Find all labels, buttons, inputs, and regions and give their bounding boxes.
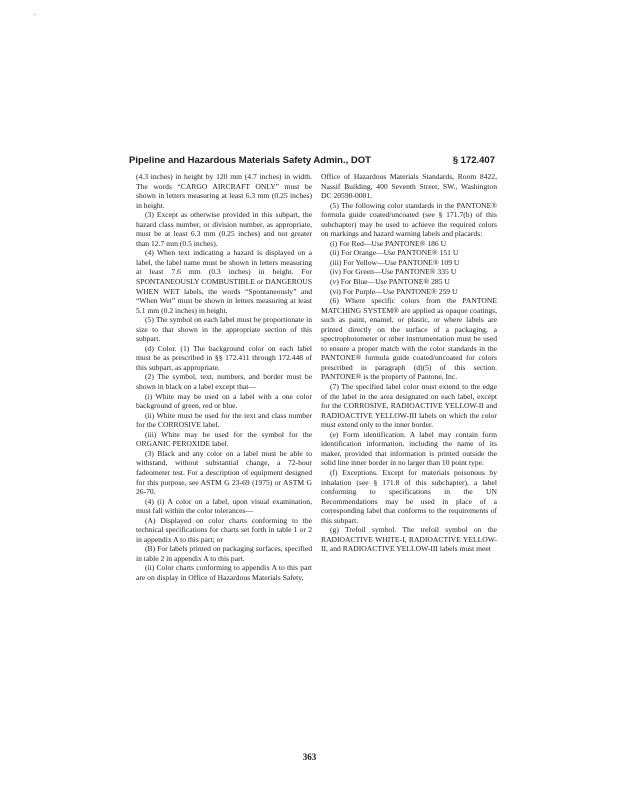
paragraph: (A) Displayed on color charts conforming to the technical specifications for charts set forth in table 1 or 2 in appendix A to this part; or xyxy=(136,515,312,544)
paragraph: (i) White may be used on a label with a one color background of green, red or blue. xyxy=(136,391,312,411)
paragraph: (5) The following color standards in the PANTONE® formula guide coated/uncoated (see § 171.7(b) of this subchapter) may be used to achieve the required colors on markings and hazard warning labels and placards: xyxy=(321,200,497,239)
left-column xyxy=(136,172,312,752)
pantone-yellow: (iii) For Yellow—Use PANTONE® 109 U xyxy=(330,257,460,267)
paragraph: (5) The symbol on each label must be proportionate in size to that shown in the appropriate section of this subpart. xyxy=(136,315,312,344)
scan-speck xyxy=(34,14,35,15)
paragraph: (e) Form identification. A label may contain form identification information, including the name of its maker, provided that information is printed outside the solid line inner border in no larger than 10 point type. xyxy=(321,429,497,468)
paragraph: (4) (i) A color on a label, upon visual examination, must fall within the color tolerances— xyxy=(136,496,312,516)
paragraph: (f) Exceptions. Except for materials poisonous by inhalation (see § 171.8 of this subchapter), a label conforming to specifications in the UN Recommendations may be used in place of a corresponding label that conforms to the requirements of this subpart. xyxy=(321,467,497,525)
paragraph: (6) Where specific colors from the PANTONE MATCHING SYSTEM® are applied as opaque coatings, such as paint, enamel, or plastic, or where labels are printed directly on the surface of a packaging, a spectrophotometer or other instrumentation must be used to ensure a proper match with the color standards in the PANTONE® formula guide coated/uncoated for colors prescribed in paragraph (d)(5) of this section. PANTONE® is the property of Pantone, Inc. xyxy=(321,296,497,382)
paragraph: (g) Trefoil symbol. The trefoil symbol on the RADIOACTIVE WHITE-I, RADIOACTIVE YELLOW-II, and RADIOACTIVE YELLOW-III labels must meet xyxy=(321,525,497,554)
pantone-red: (i) For Red—Use PANTONE® 186 U xyxy=(330,238,447,248)
paragraph: (4) When text indicating a hazard is displayed on a label, the label name must be shown in letters measuring at least 7.6 mm (0.3 inches) in height. For SPONTANEOUSLY COMBUSTIBLE or DANGEROUS WHEN WET labels, the words “Spontaneously” and “When Wet” must be shown in letters measuring at least 5.1 mm (0.2 inches) in height. xyxy=(136,248,312,315)
pantone-orange: (ii) For Orange—Use PANTONE® 151 U xyxy=(330,248,459,258)
paragraph: (d) Color. (1) The background color on each label must be as prescribed in §§ 172.411 through 172.448 of this subpart, as appropriate. xyxy=(136,343,312,372)
paragraph: (iii) White may be used for the symbol for the ORGANIC PEROXIDE label. xyxy=(136,429,312,449)
paragraph: (3) Except as otherwise provided in this subpart, the hazard class number, or division number, as appropriate, must be at least 6.3 mm (0.25 inches) and not greater than 12.7 mm (0.5 inches). xyxy=(136,210,312,248)
paragraph: (4.3 inches) in height by 120 mm (4.7 inches) in width. The words “CARGO AIRCRAFT ONLY” must be shown in letters measuring at least 6.3 mm (0.25 inches) in height. xyxy=(136,172,312,210)
paragraph: (B) For labels printed on packaging surfaces, specified in table 2 in appendix A to this part. xyxy=(136,544,312,563)
page-number: 363 xyxy=(302,752,317,762)
pantone-purple: (vi) For Purple—Use PANTONE® 259 U xyxy=(330,286,458,296)
paragraph: (ii) Color charts conforming to appendix A to this part are on display in Office of Hazardous Materials Safety, xyxy=(136,563,312,582)
paragraph: (3) Black and any color on a label must be able to withstand, without substantial change, a 72-hour fadeometer test. For a description of equipment designed for this purpose, see ASTM G 23-69 (1975) or ASTM G 26-70. xyxy=(136,448,312,497)
section-number: § 172.407 xyxy=(452,155,495,166)
paragraph: (ii) White must be used for the text and class number for the CORROSIVE label. xyxy=(136,410,312,430)
paragraph: (7) The specified label color must extend to the edge of the label in the area designated on each label, except for the CORROSIVE, RADIOACTIVE YELLOW-II and RADIOACTIVE YELLOW-III labels on which the color must extend only to the inner border. xyxy=(321,382,497,430)
paragraph: Office of Hazardous Materials Standards, Room 8422, Nassif Building, 400 Seventh Street, SW., Washington DC 20590-0001. xyxy=(321,172,497,201)
paragraph: (2) The symbol, text, numbers, and border must be shown in black on a label except that— xyxy=(136,372,312,392)
pantone-green: (iv) For Green—Use PANTONE® 335 U xyxy=(330,267,457,277)
running-head-title: Pipeline and Hazardous Materials Safety Admin., DOT xyxy=(129,155,371,166)
right-column xyxy=(321,172,497,752)
pantone-blue: (v) For Blue—Use PANTONE® 285 U xyxy=(330,277,450,287)
running-head xyxy=(129,154,495,168)
